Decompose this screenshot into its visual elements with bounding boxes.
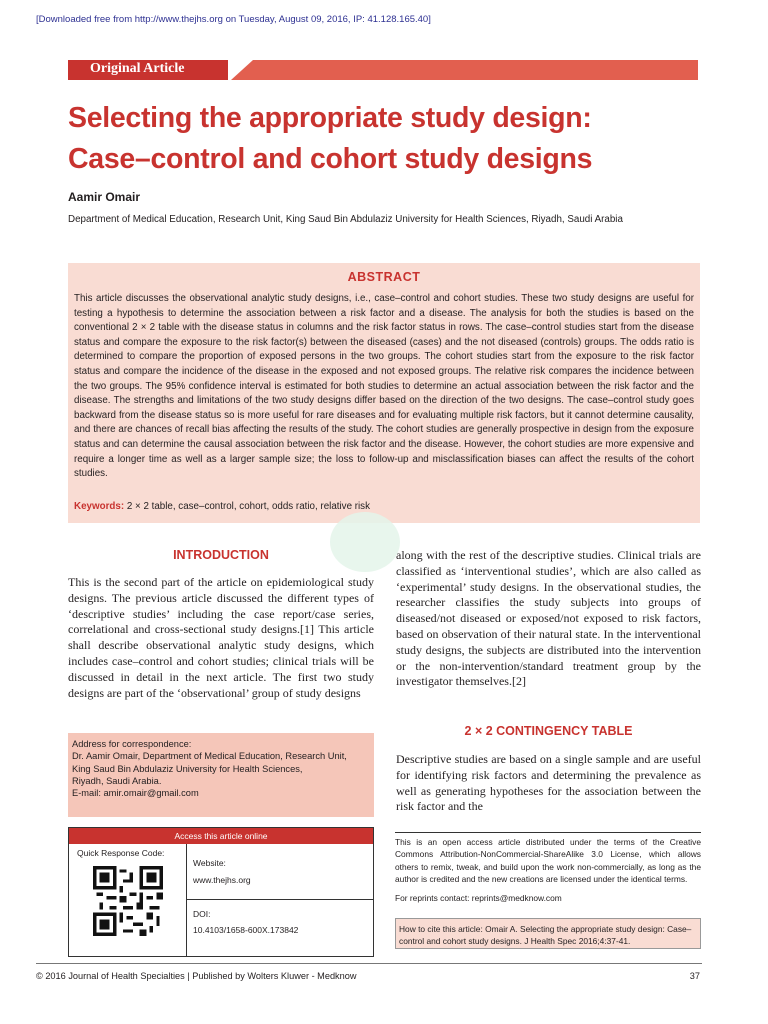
doi-label: DOI:: [193, 909, 211, 919]
banner-stripe: [253, 60, 698, 80]
article-type-label: Original Article: [90, 61, 185, 76]
access-divider-horizontal: [186, 899, 373, 900]
title-line-1: Selecting the appropriate study design:: [68, 102, 592, 134]
contingency-table-text: Descriptive studies are based on a single sample and are useful for identifying risk factors and determining the prevalence as well as generating hypotheses for the association between the risk factor and the: [396, 752, 701, 814]
keywords-list: 2 × 2 table, case–control, cohort, odds ratio, relative risk: [126, 501, 370, 512]
license-divider: [395, 832, 701, 833]
banner-divider: [231, 60, 253, 80]
keywords-label: Keywords:: [74, 501, 125, 512]
footer-copyright: © 2016 Journal of Health Specialties | Published by Wolters Kluwer - Medknow: [36, 971, 357, 981]
correspondence-text: [72, 738, 347, 799]
page-number: 37: [689, 971, 700, 981]
reprints-contact[interactable]: For reprints contact: reprints@medknow.com: [395, 893, 562, 903]
doi-value[interactable]: 10.4103/1658-600X.173842: [193, 925, 299, 935]
website-link[interactable]: www.thejhs.org: [193, 875, 251, 885]
contingency-table-heading: 2 × 2 CONTINGENCY TABLE: [464, 724, 633, 738]
download-notice: [Downloaded free from http://www.thejhs.org on Tuesday, August 09, 2016, IP: 41.128.165.40]: [36, 14, 431, 25]
right-column-text: along with the rest of the descriptive studies. Clinical trials are classified as ‘interventional studies’, which are also called as ‘experimental’ study designs. In the observational studies, the researcher classifies the study subjects into groups of diseased/not diseased or exposed/not exposed to risk factors, based on observation of their natural state. In the interventional study designs, the subjects are distributed into the intervention or the non-intervention/standard treatment group by the investigator themselves.[2]: [396, 548, 701, 689]
title-line-2: Case–control and cohort study designs: [68, 143, 593, 175]
correspondence-line-2: King Saud Bin Abdulaziz University for Health Sciences,: [72, 763, 303, 774]
keywords: [74, 501, 370, 512]
qr-code-icon[interactable]: [93, 866, 163, 936]
abstract-heading: ABSTRACT: [347, 270, 421, 284]
correspondence-line-3: Riyadh, Saudi Arabia.: [72, 775, 162, 786]
correspondence-email[interactable]: E-mail: amir.omair@gmail.com: [72, 788, 199, 799]
access-divider-vertical: [186, 844, 187, 956]
qr-label: Quick Response Code:: [77, 848, 165, 858]
author-name: Aamir Omair: [68, 190, 141, 204]
footer-divider: [36, 963, 702, 964]
abstract-text: This article discusses the observational analytic study designs, i.e., case–control and cohort studies. These two study designs are useful for testing a hypothesis to determine the association between a risk factor and a disease. The analysis for both the studies is based on the conventional 2 × 2 table with the disease status in columns and the risk factor status in rows. The case–control studies start from the disease status and compare the exposure to the risk factor(s) between the diseased (cases) and the not diseased (controls) groups. The odds ratio is determined to compare the proportion of exposed persons in the two groups. The cohort studies start from the exposure to the risk factor status and compare the incidence of the disease in the exposed and not exposed groups. The relative risk compares the incidence between the two groups. The 95% confidence interval is estimated for both studies to determine an actual association between the risk factor and the disease. The strengths and limitations of the two study designs differ based on the direction of the two designs. The case–control study goes backward from the disease status so is more useful for rare diseases and for evaluating multiple risk factors, but it cannot determine causality, and there are chances of recall bias affecting the results of the study. The cohort studies are generally prospective in design from the exposure status and can determine the causal association between the risk factor and the disease. However, the cohort studies are more expensive and require a longer time as well as a larger sample size; the loss to follow-up and misclassification biases can affect the results of the cohort studies.: [74, 293, 694, 480]
article-type-badge: [68, 60, 228, 80]
online-access-box: [68, 827, 374, 957]
watermark-logo: [330, 512, 400, 572]
article-type-banner: [68, 60, 698, 80]
correspondence-line-1: Dr. Aamir Omair, Department of Medical Education, Research Unit,: [72, 751, 347, 762]
author-affiliation: Department of Medical Education, Research Unit, King Saud Bin Abdulaziz University for Health Sciences, Riyadh, Saudi Arabia: [68, 214, 623, 225]
article-title: [68, 98, 698, 180]
citation-text: How to cite this article: Omair A. Selecting the appropriate study design: Case–control and cohort study designs. J Health Spec 2016;4:37-41.: [399, 924, 692, 946]
introduction-heading: INTRODUCTION: [173, 548, 269, 562]
access-header: Access this article online: [69, 828, 373, 844]
abstract-box: [68, 263, 700, 523]
citation-box: [395, 918, 701, 949]
correspondence-label: Address for correspondence:: [72, 739, 192, 749]
introduction-text: This is the second part of the article on epidemiological study designs. The previous article discussed the different types of ‘descriptive studies’ including the case report/case series, correlational and cross-sectional study designs.[1] This article shall describe observational analytic study designs, which includes case–control and cohort studies; clinical trials will be discussed in detail in the next article. The first two study designs are part of the ‘observational’ group of study designs: [68, 575, 374, 700]
license-text: This is an open access article distributed under the terms of the Creative Commons Attribution-NonCommercial-ShareAlike 3.0 License, which allows others to remix, tweak, and build upon the work non-commercially, as long as the author is credited and the new creations are licensed under the identical terms.: [395, 837, 701, 884]
correspondence-box: [68, 733, 374, 817]
website-label: Website:: [193, 858, 226, 868]
